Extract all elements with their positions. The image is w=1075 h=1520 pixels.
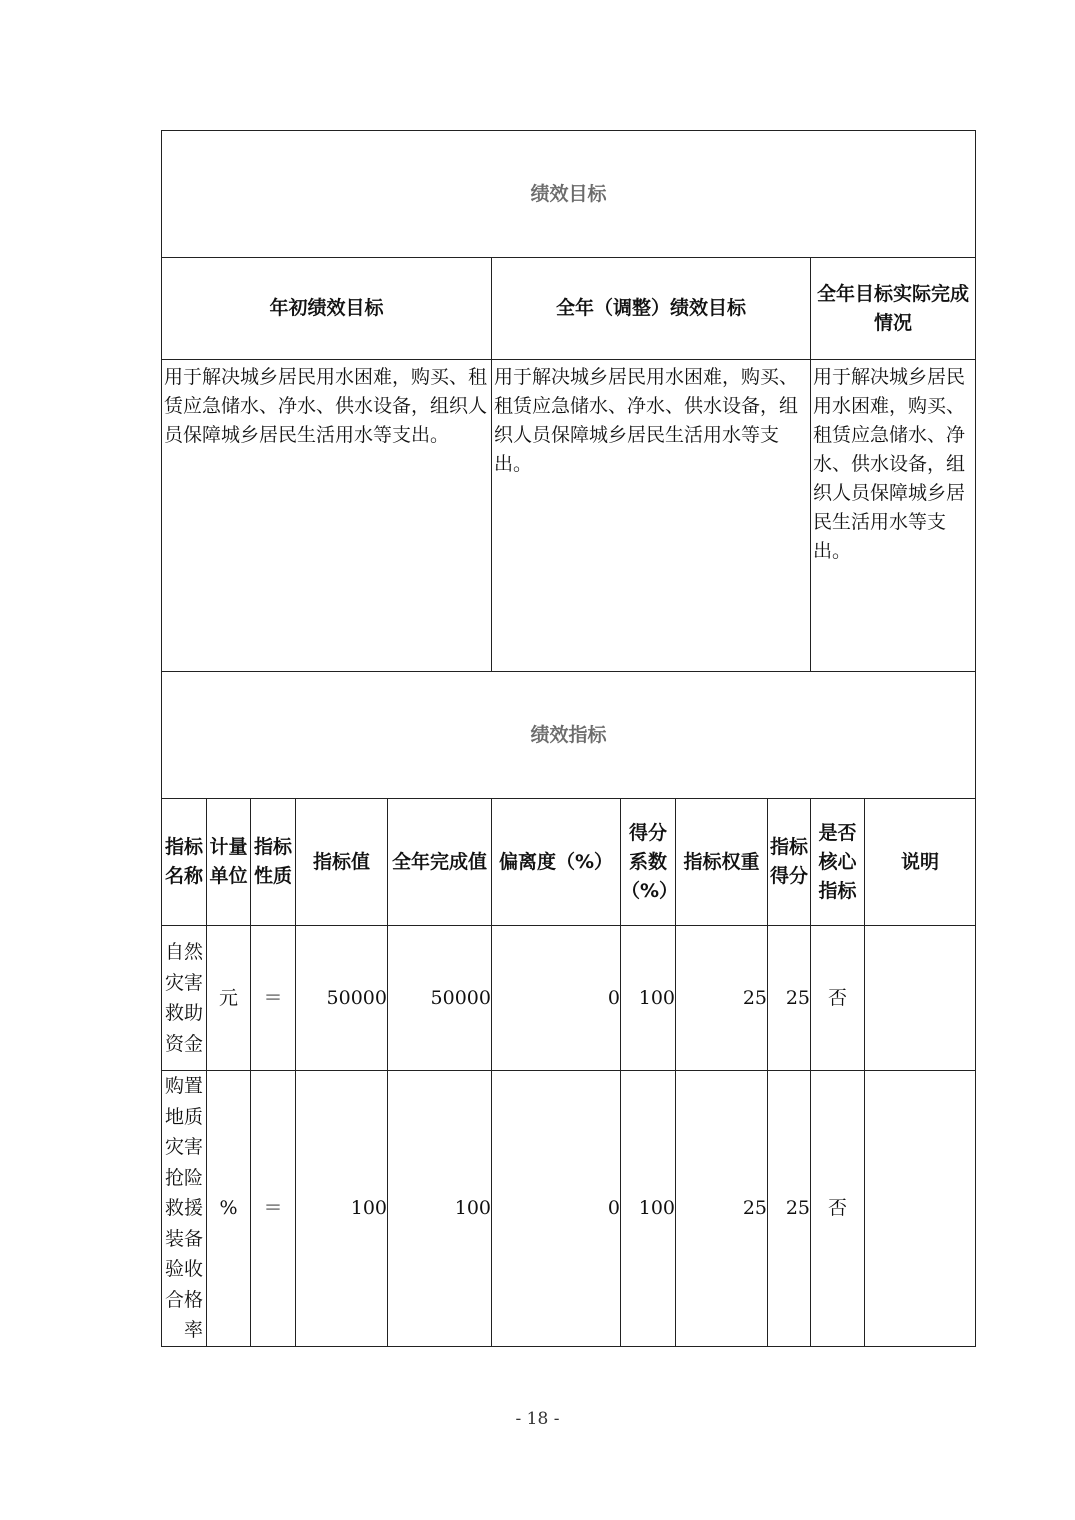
section-title-goals: 绩效目标	[162, 131, 976, 258]
col-header-nature: 指标性质	[251, 799, 296, 926]
indicator-coefficient: 100	[621, 926, 676, 1071]
col-header-deviation: 偏离度（%）	[492, 799, 621, 926]
table-row	[162, 1071, 976, 1347]
goal-header-adjusted: 全年（调整）绩效目标	[492, 258, 811, 360]
col-header-note: 说明	[865, 799, 976, 926]
page-number: - 18 -	[515, 1409, 560, 1429]
indicator-target: 100	[296, 1071, 388, 1347]
col-header-name: 指标名称	[162, 799, 207, 926]
indicator-actual: 100	[388, 1071, 492, 1347]
goal-text-adjusted: 用于解决城乡居民用水困难，购买、租赁应急储水、净水、供水设备，组织人员保障城乡居民生活用水等支出。	[492, 360, 811, 672]
indicator-core: 否	[811, 1071, 865, 1347]
indicator-unit: 元	[207, 926, 251, 1071]
indicator-actual: 50000	[388, 926, 492, 1071]
goal-text-initial: 用于解决城乡居民用水困难，购买、租赁应急储水、净水、供水设备，组织人员保障城乡居民生活用水等支出。	[162, 360, 492, 672]
indicator-score: 25	[768, 926, 811, 1071]
col-header-actual: 全年完成值	[388, 799, 492, 926]
indicator-deviation: 0	[492, 1071, 621, 1347]
col-header-target: 指标值	[296, 799, 388, 926]
goal-text-actual: 用于解决城乡居民用水困难，购买、租赁应急储水、净水、供水设备，组织人员保障城乡居民生活用水等支出。	[811, 360, 976, 672]
section-title-indicators: 绩效指标	[162, 672, 976, 799]
indicator-unit: %	[207, 1071, 251, 1347]
indicator-name: 自然灾害救助资金	[162, 926, 207, 1071]
indicator-score: 25	[768, 1071, 811, 1347]
col-header-weight: 指标权重	[676, 799, 768, 926]
table-row	[162, 926, 976, 1071]
indicator-note	[865, 1071, 976, 1347]
indicator-coefficient: 100	[621, 1071, 676, 1347]
goal-header-actual: 全年目标实际完成情况	[811, 258, 976, 360]
col-header-unit: 计量单位	[207, 799, 251, 926]
indicator-nature: ＝	[251, 926, 296, 1071]
performance-table	[161, 130, 976, 1347]
col-header-core: 是否核心指标	[811, 799, 865, 926]
indicator-nature: ＝	[251, 1071, 296, 1347]
indicator-core: 否	[811, 926, 865, 1071]
col-header-score: 指标得分	[768, 799, 811, 926]
indicator-note	[865, 926, 976, 1071]
indicator-name: 购置地质灾害抢险救援装备验收合格率	[162, 1071, 207, 1347]
goal-header-initial: 年初绩效目标	[162, 258, 492, 360]
indicator-weight: 25	[676, 926, 768, 1071]
indicator-deviation: 0	[492, 926, 621, 1071]
indicator-target: 50000	[296, 926, 388, 1071]
col-header-coefficient: 得分系数（%）	[621, 799, 676, 926]
indicator-weight: 25	[676, 1071, 768, 1347]
